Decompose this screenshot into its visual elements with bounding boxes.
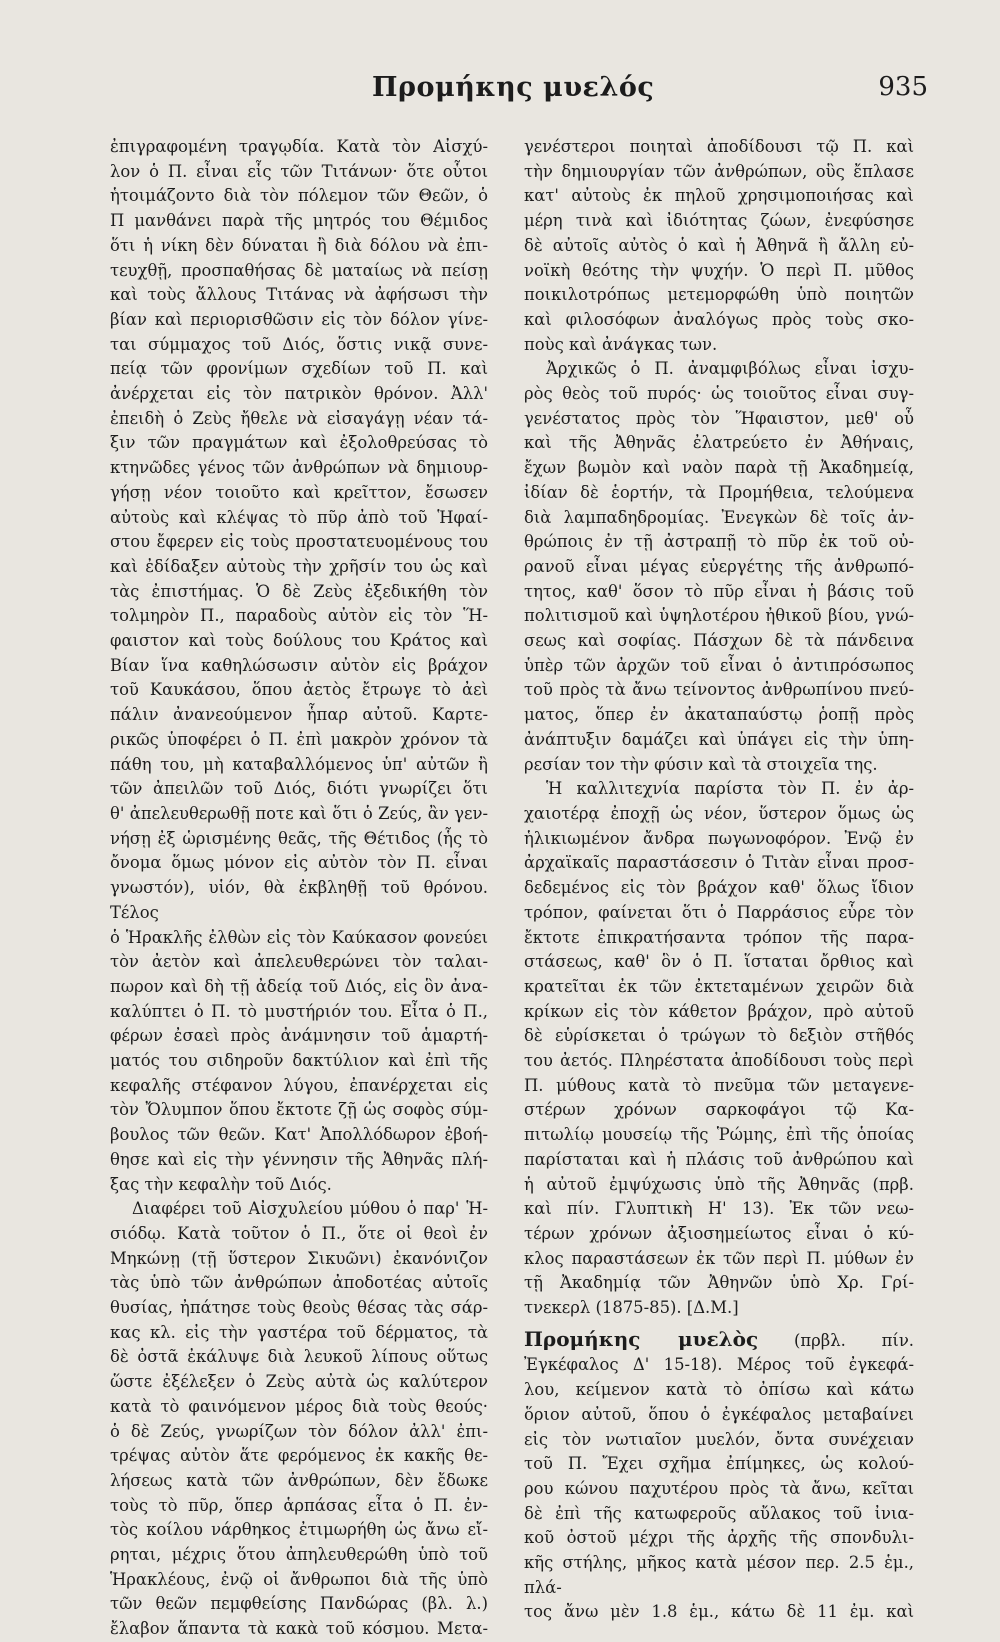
text-line: ποικιλοτρόπως μετεμορφώθη ὑπὸ ποιητῶν: [524, 285, 914, 305]
text-line: τῶν ἀπειλῶν τοῦ Διός, διότι γνωρίζει ὅτι: [110, 779, 488, 799]
text-line: κας κλ. εἰς τὴν γαστέρα τοῦ δέρματος, τὰ: [110, 1322, 488, 1342]
text-line: Ἡρακλέους, ἐνῷ οἱ ἄνθρωποι διὰ τῆς ὑπὸ: [110, 1569, 488, 1589]
text-line: στάσεως, καθ' ὃν ὁ Π. ἵσταται ὄρθιος καὶ: [524, 952, 914, 972]
text-line: τολμηρὸν Π., παραδοὺς αὐτὸν εἰς τὸν Ἥ-: [110, 606, 488, 626]
text-line: πάθη του, μὴ καταβαλλόμενος ὑπ' αὐτῶν ἢ: [110, 754, 488, 774]
text-line: ματος, ὅπερ ἐν ἀκαταπαύστῳ ῥοπῇ πρὸς: [524, 705, 914, 725]
entry-intro: (πρβλ. πίν.: [758, 1330, 914, 1350]
text-line: ἀνάπτυξιν δαμάζει καὶ ὑπάγει εἰς τὴν ὑπη-: [524, 729, 914, 749]
text-line: δεδεμένος εἰς τὸν βράχον καθ' ὅλως ἴδιον: [524, 878, 914, 898]
text-line: θρώποις ἐν τῇ ἀστραπῇ τὸ πῦρ ἐκ τοῦ οὐ-: [524, 532, 914, 552]
text-line: ἡτοιμάζοντο διὰ τὸν πόλεμον τῶν Θεῶν, ὁ: [110, 186, 488, 206]
text-line: ξας τὴν κεφαλὴν τοῦ Διός.: [110, 1174, 332, 1194]
text-line: φέρων ἐσαεὶ πρὸς ἀνάμνησιν τοῦ ἁμαρτή-: [110, 1026, 488, 1046]
text-line: ρικῶς ὑποφέρει ὁ Π. ἐπὶ μακρὸν χρόνον τὰ: [110, 729, 488, 749]
text-line: ὥστε ἐξέλεξεν ὁ Ζεὺς αὐτὰ ὡς καλύτερον: [110, 1372, 488, 1392]
text-line: τρόπον, φαίνεται ὅτι ὁ Παρράσιος εὗρε τὸν: [524, 902, 914, 922]
text-line: κρατεῖται ἐκ τῶν ἐκτεταμένων χειρῶν διὰ: [524, 976, 914, 996]
text-line: Ἀρχικῶς ὁ Π. ἀναμφιβόλως εἶναι ἰσχυ-: [546, 359, 914, 379]
text-line: πωρον καὶ δὴ τῇ ἀδείᾳ τοῦ Διός, εἰς ὃν ἀνα-: [110, 976, 488, 996]
text-line: δὲ εὑρίσκεται ὁ τρώγων τὸ δεξιὸν στῆθός: [524, 1026, 914, 1046]
text-line: καὶ φιλοσόφων ἀναλόγως πρὸς τοὺς σκο-: [524, 309, 914, 329]
text-line: βίαν καὶ περιορισθῶσιν εἰς τὸν δόλον γίνε-: [110, 309, 488, 329]
text-line: ὁ Ἡρακλῆς ἐλθὼν εἰς τὸν Καύκασον φονεύει: [110, 927, 488, 947]
entry-text-line: ρου κώνου παχυτέρου πρὸς τὰ ἄνω, κεῖται: [524, 1478, 914, 1498]
text-line: δὲ αὐτοῖς αὐτὸς ὁ καὶ ἡ Ἀθηνᾶ ἢ ἄλλη εὐ-: [524, 235, 914, 255]
text-line: καὶ τῆς Ἀθηνᾶς ἐλατρεύετο ἐν Ἀθήναις,: [524, 433, 914, 453]
text-line: βουλος τῶν θεῶν. Κατ' Ἀπολλόδωρον ἐβοή-: [110, 1125, 488, 1145]
text-line: τοῦ Καυκάσου, ὅπου ἀετὸς ἔτρωγε τὸ ἀεὶ: [110, 680, 488, 700]
text-line: φαιστον καὶ τοὺς δούλους του Κράτος καὶ: [110, 631, 488, 651]
entry-headword: Προμήκης μυελὸς: [524, 1326, 759, 1351]
text-line: θυσίας, ἠπάτησε τοὺς θεοὺς θέσας τὰς σάρ-: [110, 1298, 488, 1318]
text-line: τὰς ἐπιστήμας. Ὁ δὲ Ζεὺς ἐξεδικήθη τὸν: [110, 581, 488, 601]
text-line: καὶ τοὺς ἄλλους Τιτάνας νὰ ἀφήσωσι τὴν: [110, 285, 488, 305]
text-line: πάλιν ἀνανεούμενον ἧπαρ αὐτοῦ. Καρτε-: [110, 705, 488, 725]
page-number: 935: [878, 72, 928, 102]
entry-heading-line: [524, 1327, 914, 1354]
text-line: ὅτι ἡ νίκη δὲν δύναται ἢ διὰ δόλου νὰ ἐπι-: [110, 235, 488, 255]
text-line: γήσῃ νέον τοιοῦτο καὶ κρεῖττον, ἔσωσεν: [110, 482, 488, 502]
text-line: θ' ἀπελευθερωθῇ ποτε καὶ ὅτι ὁ Ζεύς, ἂν γεν-: [110, 803, 488, 823]
text-line: ἡ αὐτοῦ ἐμψύχωσις ὑπὸ τῆς Ἀθηνᾶς (πρβ.: [524, 1174, 914, 1194]
text-line: στέρων χρόνων σαρκοφάγοι τῷ Κα-: [524, 1100, 914, 1120]
text-line: νήσῃ ἐξ ὡρισμένης θεᾶς, τῆς Θέτιδος (ἧς τὸ: [110, 828, 488, 848]
text-line: καὶ πίν. Γλυπτικὴ Η' 13). Ἐκ τῶν νεω-: [524, 1199, 914, 1219]
text-line: ται σύμμαχος τοῦ Διός, ὅστις νικᾷ συνε-: [110, 334, 488, 354]
text-line: χαιοτέρᾳ ἐποχῇ ὡς νέον, ὕστερον ὅμως ὡς: [524, 803, 914, 823]
entry-text-line: δὲ ἐπὶ τῆς κατωφεροῦς αὔλακος τοῦ ἰνια-: [524, 1503, 914, 1523]
text-line: Μηκώνῃ (τῇ ὕστερον Σικυῶνι) ἐκανόνιζον: [110, 1248, 488, 1268]
text-line: λον ὁ Π. εἶναι εἷς τῶν Τιτάνων· ὅτε οὗτοι: [110, 161, 488, 181]
text-line: τὸν Ὄλυμπον ὅπου ἔκτοτε ζῇ ὡς σοφὸς σύμ-: [110, 1100, 488, 1120]
text-line: κεφαλῆς στέφανον λύγου, ἐπανέρχεται εἰς: [110, 1075, 488, 1095]
text-line: ρηται, μέχρις ὅτου ἀπηλευθερώθη ὑπὸ τοῦ: [110, 1545, 488, 1565]
text-line: ὄνομα ὅμως μόνον εἰς αὐτὸν τὸν Π. εἶναι: [110, 853, 488, 873]
text-line: γνωστόν), υἱόν, θὰ ἐκβληθῇ τοῦ θρόνου. Τέλος: [110, 878, 488, 922]
text-line: κλος παραστάσεων ἐκ τῶν περὶ Π. μύθων ἐν: [524, 1248, 914, 1268]
text-line: πείᾳ τῶν φρονίμων σχεδίων τοῦ Π. καὶ: [110, 359, 488, 379]
text-line: Ἡ καλλιτεχνία παρίστα τὸν Π. ἐν ἀρ-: [546, 779, 914, 799]
text-line: τῶν θεῶν πεμφθείσης Πανδώρας (βλ. λ.): [110, 1594, 488, 1614]
text-line: σεως καὶ σοφίας. Πάσχων δὲ τὰ πάνδεινα: [524, 631, 914, 651]
text-line: ἔχων βωμὸν καὶ ναὸν παρὰ τῇ Ἀκαδημείᾳ,: [524, 458, 914, 478]
text-line: ρὸς θεὸς τοῦ πυρός· ὡς τοιοῦτος εἶναι συγ-: [524, 384, 914, 404]
running-head: Προμήκης μυελός: [372, 72, 655, 103]
text-line: Βίαν ἵνα καθηλώσωσιν αὐτὸν εἰς βράχον: [110, 655, 488, 675]
text-line: λήσεως κατὰ τῶν ἀνθρώπων, δὲν ἔδωκε: [110, 1470, 488, 1490]
text-line: ξιν τῶν πραγμάτων καὶ ἐξολοθρεύσας τὸ: [110, 433, 488, 453]
text-line: κτηνῶδες γένος τῶν ἀνθρώπων νὰ δημιουρ-: [110, 458, 488, 478]
entry-text-line: κοῦ ὀστοῦ μέχρι τῆς ἀρχῆς τῆς σπονδυλι-: [524, 1528, 914, 1548]
text-line: ποὺς καὶ ἀνάγκας των.: [524, 334, 718, 354]
text-line: ἰδίαν δὲ ἑορτήν, τὰ Προμήθεια, τελούμενα: [524, 482, 914, 502]
text-line: ὁ δὲ Ζεύς, γνωρίζων τὸν δόλον ἀλλ' ἐπι-: [110, 1421, 488, 1441]
text-line: τὴν δημιουργίαν τῶν ἀνθρώπων, οὓς ἔπλασε: [524, 161, 914, 181]
text-line: ἐπειδὴ ὁ Ζεὺς ἤθελε νὰ εἰσαγάγῃ νέαν τά-: [110, 408, 488, 428]
text-line: μέρη τινὰ καὶ ἰδιότητας ζώων, ἐνεφύσησε: [524, 211, 914, 231]
entry-text-line: ὅριον αὐτοῦ, ὅπου ὁ ἐγκέφαλος μεταβαίνει: [524, 1404, 914, 1424]
entry-text-line: τος ἄνω μὲν 1.8 ἑμ., κάτω δὲ 11 ἐμ. καὶ: [524, 1602, 914, 1622]
text-line: σιόδῳ. Κατὰ τοῦτον ὁ Π., ὅτε οἱ θεοὶ ἐν: [110, 1223, 488, 1243]
text-line: τητος, καθ' ὅσον τὸ πῦρ εἶναι ἡ βάσις τοῦ: [524, 581, 914, 601]
text-line: του ἀετός. Πληρέστατα ἀποδίδουσι τοὺς περὶ: [524, 1051, 914, 1071]
entry-text-line: κῆς στήλης, μῆκος κατὰ μέσον περ. 2.5 ἑμ., πλά-: [524, 1553, 914, 1597]
text-line: ρεσίαν τον τὴν φύσιν καὶ τὰ στοιχεῖα της.: [524, 754, 878, 774]
text-line: αὐτοὺς καὶ κλέψας τὸ πῦρ ἀπὸ τοῦ Ἡφαί-: [110, 507, 488, 527]
entry-text-line: εἰς τὸν νωτιαῖον μυελόν, ὄντα συνέχειαν: [524, 1429, 914, 1449]
text-line: ἡλικιωμένον ἄνδρα πωγωνοφόρον. Ἐνῷ ἐν: [524, 828, 914, 848]
text-line: ἐπιγραφομένη τραγῳδία. Κατὰ τὸν Αἰσχύ-: [110, 137, 488, 156]
text-line: διὰ λαμπαδηδρομίας. Ἐνεγκὼν δὲ τοῖς ἀν-: [524, 507, 914, 527]
text-line: νοϊκὴ θεότης τὴν ψυχήν. Ὁ περὶ Π. μῦθος: [524, 260, 914, 280]
text-line: τῇ Ἀκαδημίᾳ τῶν Ἀθηνῶν ὑπὸ Χρ. Γρί-: [524, 1273, 914, 1293]
text-line: ἀρχαϊκαῖς παραστάσεσιν ὁ Τιτὰν εἶναι προσ-: [524, 853, 914, 873]
text-line: ὑπὲρ τῶν ἀρχῶν τοῦ εἶναι ὁ ἀντιπρόσωπος: [524, 655, 914, 675]
text-line: κρίκων εἰς τὸν κάθετον βράχον, πρὸ αὐτοῦ: [524, 1001, 914, 1021]
entry-text-line: Ἐγκέφαλος Δ' 15-18). Μέρος τοῦ ἐγκεφά-: [524, 1355, 914, 1375]
text-line: κατ' αὐτοὺς ἐκ πηλοῦ χρησιμοποιήσας καὶ: [524, 186, 914, 206]
text-line: τὸν ἀετὸν καὶ ἀπελευθερώνει τὸν ταλαι-: [110, 952, 488, 972]
text-line: θησε καὶ εἰς τὴν γέννησιν τῆς Ἀθηνᾶς πλή-: [110, 1149, 488, 1169]
text-line: Π. μύθους κατὰ τὸ πνεῦμα τῶν μεταγενε-: [524, 1075, 914, 1095]
text-line: καὶ ἐδίδαξεν αὐτοὺς τὴν χρῆσίν του ὡς καὶ: [110, 556, 488, 576]
text-line: ἔκτοτε ἐπικρατήσαντα τρόπον τῆς παρα-: [524, 927, 914, 947]
entry-text-line: τοῦ Π. Ἔχει σχῆμα ἐπίμηκες, ὡς κολού-: [524, 1454, 914, 1474]
text-line: τοὺς τὸ πῦρ, ὅπερ ἁρπάσας εἶτα ὁ Π. ἐν-: [110, 1495, 488, 1515]
entry-text-line: λου, κείμενον κατὰ τὸ ὀπίσω καὶ κάτω: [524, 1380, 914, 1400]
text-line: Διαφέρει τοῦ Αἰσχυλείου μύθου ὁ παρ' Ἡ-: [132, 1199, 488, 1219]
text-line: τέρων χρόνων ἀξιοσημείωτος εἶναι ὁ κύ-: [524, 1223, 914, 1243]
text-line: ρανοῦ εἶναι μέγας εὐεργέτης τῆς ἀνθρωπό-: [524, 556, 914, 576]
page-header: [0, 68, 1000, 108]
text-line: ἔλαβον ἅπαντα τὰ κακὰ τοῦ κόσμου. Μετα-: [110, 1619, 488, 1639]
text-line: στου ἔφερεν εἰς τοὺς προστατευομένους του: [110, 532, 488, 552]
text-line: τρέψας αὐτὸν ἅτε φερόμενος ἐκ κακῆς θε-: [110, 1446, 488, 1466]
text-line: Π μανθάνει παρὰ τῆς μητρός του Θέμιδος: [110, 211, 488, 231]
text-line: πολιτισμοῦ καὶ ὑψηλοτέρου ἠθικοῦ βίου, γνώ-: [524, 606, 914, 626]
right-column: [524, 135, 914, 1625]
text-line: ἀνέρχεται εἰς τὸν πατρικὸν θρόνον. Ἀλλ': [110, 384, 488, 404]
text-line: δὲ ὀστᾶ ἐκάλυψε διὰ λευκοῦ λίπους οὕτως: [110, 1347, 488, 1367]
text-line: ματός του σιδηροῦν δακτύλιον καὶ ἐπὶ τῆς: [110, 1051, 488, 1071]
text-line: τνεκερλ (1875-85). [Δ.Μ.]: [524, 1298, 739, 1318]
text-line: πιτωλίῳ μουσείῳ τῆς Ῥώμης, ἐπὶ τῆς ὁποίας: [524, 1125, 914, 1145]
text-line: τευχθῇ, προσπαθήσας δὲ ματαίως νὰ πείσῃ: [110, 260, 488, 280]
text-line: γενέστατος πρὸς τὸν Ἥφαιστον, μεθ' οὗ: [524, 408, 914, 428]
text-line: καλύπτει ὁ Π. τὸ μυστήριόν του. Εἶτα ὁ Π.,: [110, 1001, 488, 1021]
text-line: τὰς ὑπὸ τῶν ἀνθρώπων ἀποδοτέας αὐτοῖς: [110, 1273, 488, 1293]
text-line: κατὰ τὸ φαινόμενον μέρος διὰ τοὺς θεούς·: [110, 1396, 488, 1416]
text-line: τοῦ πρὸς τὰ ἄνω τείνοντος ἀνθρωπίνου πνεύ-: [524, 680, 914, 700]
left-column: [110, 135, 488, 1642]
text-line: τὸς κοίλου νάρθηκος ἐτιμωρήθη ὡς ἄνω εἴ-: [110, 1520, 488, 1540]
text-line: γενέστεροι ποιηταὶ ἀποδίδουσι τῷ Π. καὶ: [524, 137, 914, 156]
text-line: παρίσταται καὶ ἡ πλάσις τοῦ ἀνθρώπου καὶ: [524, 1149, 914, 1169]
